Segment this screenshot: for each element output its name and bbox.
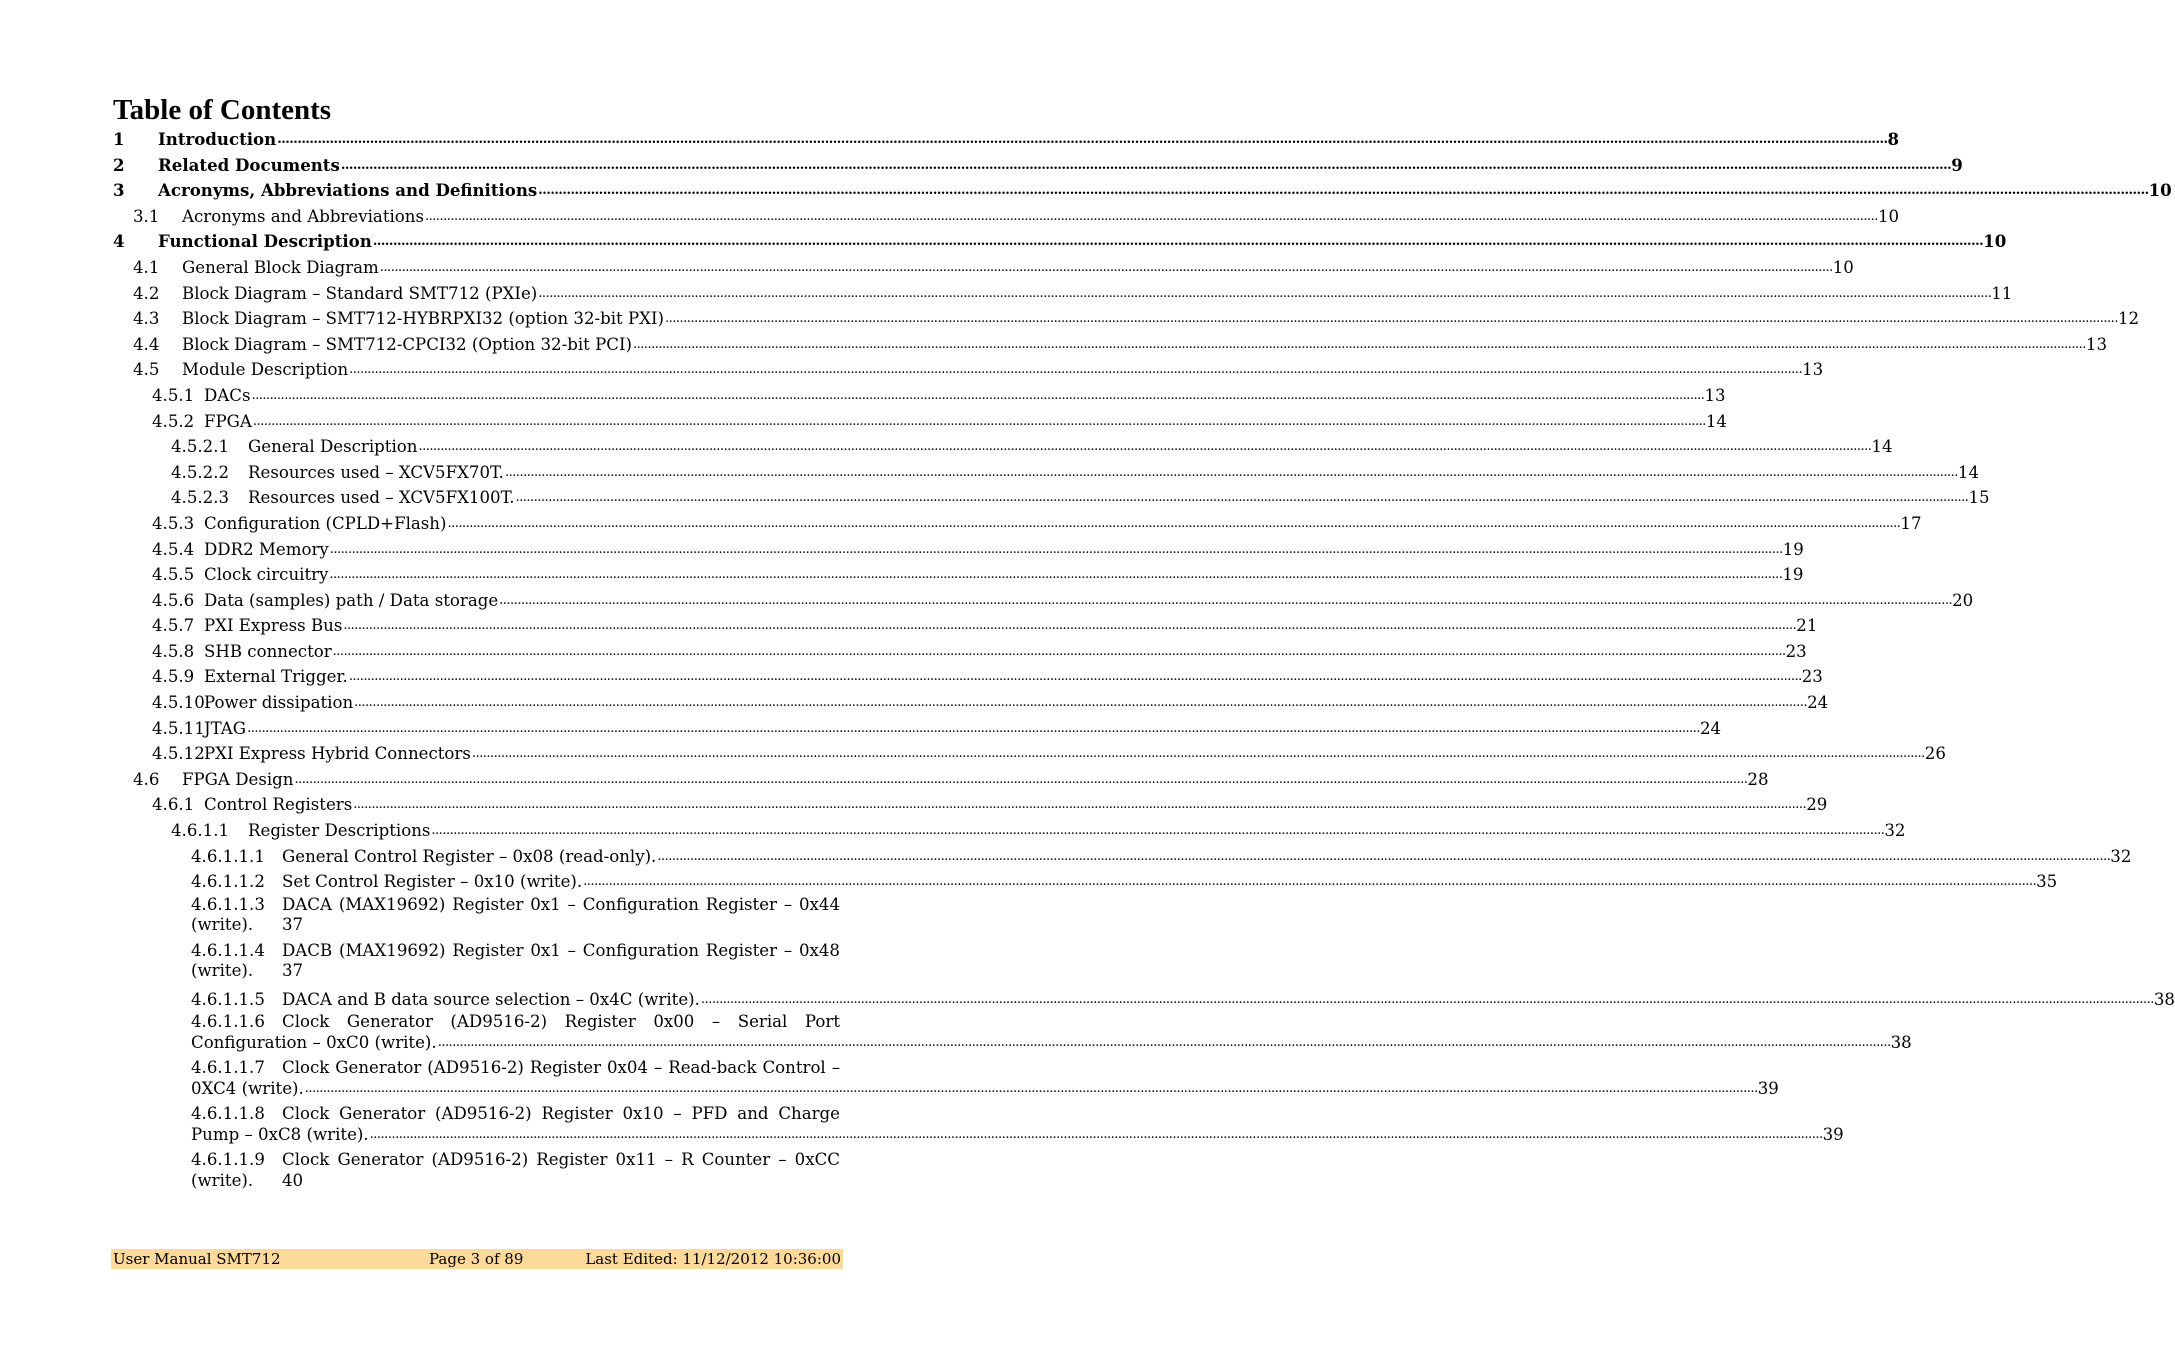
toc-entry-page: 29	[1806, 795, 1828, 815]
toc-entry-label: FPGA Design	[182, 769, 294, 789]
toc-entry[interactable]	[113, 690, 1829, 716]
toc-entry-number: 4.5.6	[152, 590, 195, 610]
toc-entry[interactable]	[113, 741, 1946, 767]
toc-entry[interactable]	[113, 255, 1854, 281]
toc-entry[interactable]	[113, 844, 2132, 870]
toc-entry-label: External Trigger.	[204, 667, 348, 687]
toc-entry-number: 4.6	[133, 769, 160, 789]
toc-entry-page: 10	[1983, 231, 2007, 252]
toc-entry-page: 32	[1884, 821, 1906, 841]
toc-entry-number: 4.6.1.1.1	[191, 846, 265, 866]
toc-entry-number: 4.6.1.1.4	[191, 940, 265, 960]
toc-entry[interactable]	[113, 1150, 840, 1196]
toc-entry-number: 4.1	[133, 257, 160, 277]
toc-entry[interactable]	[113, 588, 1974, 614]
toc-entry[interactable]	[113, 895, 840, 941]
toc-entry[interactable]	[113, 639, 1807, 665]
toc-entry-label: DACB (MAX19692) Register 0x1 – Configuration Register – 0x48	[282, 940, 840, 960]
toc-entry-page: 24	[1700, 718, 1722, 738]
toc-entry-page: 9	[1951, 154, 1963, 175]
toc-leader-dots: ................................................................................................................................................................................................................................................................................................................................................................................................................	[538, 183, 2149, 199]
toc-entry-number: 4.5.8	[152, 641, 195, 661]
toc-entry-label: Clock Generator (AD9516-2) Register 0x10 – PFD and Charge	[282, 1104, 840, 1124]
toc-entry-page: 28	[1747, 769, 1769, 789]
toc-entry-number: 4.5.10	[152, 693, 205, 713]
toc-entry-number: 4.5	[133, 360, 160, 380]
toc-entry-label-continued: 0XC4 (write).	[191, 1078, 304, 1098]
toc-entry-label: Resources used – XCV5FX100T.	[248, 488, 515, 508]
toc-entry-label: FPGA	[204, 411, 252, 431]
toc-entry-page: 15	[1968, 488, 1990, 508]
toc-entry-label: Related Documents	[158, 154, 340, 175]
toc-entry-page: 12	[2117, 309, 2140, 329]
toc-entry[interactable]	[113, 485, 1990, 511]
toc-entry-page: 21	[1796, 616, 1818, 636]
footer-document-name: User Manual SMT712	[113, 1250, 281, 1268]
toc-leader-dots: ................................................................................................................................................................................................................................................................................................................................................................................................................	[353, 797, 1807, 813]
toc-leader-dots: ................................................................................................................................................................................................................................................................................................................................................................................................................	[665, 311, 2118, 327]
toc-entry-label: JTAG	[204, 718, 247, 738]
toc-entry-label: Clock Generator (AD9516-2) Register 0x04 – Read-back Control –	[282, 1058, 840, 1078]
toc-entry-label: Functional Description	[158, 231, 372, 252]
toc-entry[interactable]	[113, 664, 1823, 690]
toc-leader-dots: ................................................................................................................................................................................................................................................................................................................................................................................................................	[294, 771, 1748, 787]
toc-entry-number: 4.5.2	[152, 411, 195, 431]
toc-leader-dots: ................................................................................................................................................................................................................................................................................................................................................................................................................	[372, 234, 1984, 250]
toc-entry-label-continued: Configuration – 0xC0 (write).	[191, 1032, 437, 1052]
toc-entry-label: DACA and B data source selection – 0x4C (write).	[282, 989, 700, 1009]
toc-entry-label-continued: (write).	[191, 961, 254, 981]
toc-entry[interactable]	[113, 306, 2140, 332]
toc-entry-number: 4.6.1.1.6	[191, 1012, 265, 1032]
toc-entry-page: 40	[282, 1170, 304, 1190]
toc-entry-label-continued: (write).	[191, 1170, 254, 1190]
toc-entry-number: 4.6.1.1.8	[191, 1104, 265, 1124]
toc-entry[interactable]	[113, 383, 1726, 409]
toc-leader-dots: ................................................................................................................................................................................................................................................................................................................................................................................................................	[251, 387, 1705, 403]
toc-entry[interactable]	[113, 818, 1906, 844]
toc-entry-page: 17	[1900, 513, 1922, 533]
toc-entry-number: 4.6.1.1	[171, 821, 230, 841]
toc-entry-page: 13	[1802, 360, 1824, 380]
toc-entry-number: 4.6.1.1.7	[191, 1058, 265, 1078]
toc-entry-page: 37	[282, 961, 304, 981]
toc-entry-page: 37	[282, 915, 304, 935]
toc-entry[interactable]	[113, 613, 1818, 639]
toc-entry[interactable]	[113, 229, 2007, 255]
toc-entry-number: 4.3	[133, 309, 160, 329]
toc-entry-page: 20	[1952, 590, 1974, 610]
toc-entry-label: Resources used – XCV5FX70T.	[248, 462, 504, 482]
toc-leader-dots: ................................................................................................................................................................................................................................................................................................................................................................................................................	[431, 823, 1885, 839]
toc-entry[interactable]	[113, 1012, 1912, 1058]
toc-entry-label: SHB connector	[204, 641, 332, 661]
page-footer	[111, 1249, 843, 1269]
toc-entry-number: 4.5.2.3	[171, 488, 230, 508]
toc-entry-page: 38	[2153, 989, 2175, 1009]
toc-entry-label-continued: Pump – 0xC8 (write).	[191, 1124, 369, 1144]
toc-entry-number: 4.5.11	[152, 718, 205, 738]
toc-entry[interactable]	[113, 1104, 1844, 1150]
toc-leader-dots: ................................................................................................................................................................................................................................................................................................................................................................................................................	[277, 132, 1888, 147]
footer-last-edited: Last Edited: 11/12/2012 10:36:00	[585, 1250, 841, 1268]
toc-leader-dots: ................................................................................................................................................................................................................................................................................................................................................................................................................	[349, 362, 1803, 378]
toc-entry-number: 4.6.1.1.9	[191, 1150, 265, 1170]
toc-entry-page: 23	[1785, 641, 1807, 661]
toc-leader-dots: ................................................................................................................................................................................................................................................................................................................................................................................................................	[471, 746, 1925, 762]
toc-entry-number: 4.5.4	[152, 539, 195, 559]
toc-entry-label: Power dissipation	[204, 693, 354, 713]
toc-leader-dots: ................................................................................................................................................................................................................................................................................................................................................................................................................	[329, 567, 1783, 583]
toc-entry[interactable]	[113, 460, 1980, 486]
toc-leader-dots: ................................................................................................................................................................................................................................................................................................................................................................................................................	[247, 720, 1700, 736]
toc-entry-label: Block Diagram – Standard SMT712 (PXIe)	[182, 283, 538, 303]
toc-entry[interactable]	[113, 281, 2013, 307]
table-of-contents	[113, 127, 2175, 1196]
toc-entry-label: Clock Generator (AD9516-2) Register 0x11 – R Counter – 0xCC	[282, 1150, 840, 1170]
toc-leader-dots: ................................................................................................................................................................................................................................................................................................................................................................................................................	[447, 515, 1901, 531]
toc-entry-number: 4.6.1.1.2	[191, 872, 265, 892]
toc-entry-number: 4.2	[133, 283, 160, 303]
toc-entry-label: General Description	[248, 437, 418, 457]
toc-leader-dots: ................................................................................................................................................................................................................................................................................................................................................................................................................	[657, 848, 2111, 864]
toc-entry-label: Clock circuitry	[204, 565, 329, 585]
toc-entry-page: 10	[2148, 180, 2172, 201]
toc-entry-label-continued: (write).	[191, 915, 254, 935]
toc-entry-number: 4.5.7	[152, 616, 195, 636]
toc-leader-dots: ................................................................................................................................................................................................................................................................................................................................................................................................................	[379, 259, 1833, 275]
toc-leader-dots: ................................................................................................................................................................................................................................................................................................................................................................................................................	[632, 336, 2086, 352]
toc-entry-number: 1	[113, 129, 125, 149]
toc-entry-label: Set Control Register – 0x10 (write).	[282, 872, 583, 892]
toc-entry-label: DDR2 Memory	[204, 539, 329, 559]
toc-entry-page: 19	[1782, 539, 1804, 559]
toc-entry[interactable]	[113, 511, 1922, 537]
toc-entry[interactable]	[113, 332, 2108, 358]
toc-entry[interactable]	[113, 127, 1900, 153]
toc-entry-page: 10	[1877, 206, 1900, 226]
toc-leader-dots: ................................................................................................................................................................................................................................................................................................................................................................................................................	[700, 991, 2154, 1007]
toc-entry-label: PXI Express Hybrid Connectors	[204, 744, 471, 764]
toc-entry[interactable]	[113, 767, 1769, 793]
toc-entry[interactable]	[113, 409, 1727, 435]
toc-entry[interactable]	[113, 1058, 1779, 1104]
toc-entry[interactable]	[113, 562, 1804, 588]
toc-entry[interactable]	[113, 537, 1804, 563]
toc-entry-label: DACs	[204, 385, 251, 405]
toc-entry-label: Clock Generator (AD9516-2) Register 0x00 – Serial Port	[282, 1012, 840, 1032]
toc-entry-number: 4.5.5	[152, 565, 195, 585]
toc-entry-number: 4.4	[133, 334, 160, 354]
toc-leader-dots: ................................................................................................................................................................................................................................................................................................................................................................................................................	[538, 285, 1992, 301]
toc-entry-number: 3	[113, 180, 125, 201]
toc-title: Table of Contents	[113, 94, 332, 126]
toc-entry-number: 2	[113, 154, 125, 175]
toc-leader-dots: ................................................................................................................................................................................................................................................................................................................................................................................................................	[425, 208, 1878, 224]
toc-leader-dots: ................................................................................................................................................................................................................................................................................................................................................................................................................	[504, 464, 1958, 480]
toc-entry-label: Acronyms, Abbreviations and Definitions	[158, 180, 538, 201]
toc-leader-dots: ................................................................................................................................................................................................................................................................................................................................................................................................................	[304, 1080, 1758, 1096]
toc-entry-number: 3.1	[133, 206, 160, 226]
toc-leader-dots: ................................................................................................................................................................................................................................................................................................................................................................................................................	[515, 490, 1969, 506]
toc-entry[interactable]	[113, 941, 840, 987]
toc-entry-number: 4.5.12	[152, 744, 205, 764]
toc-leader-dots: ................................................................................................................................................................................................................................................................................................................................................................................................................	[499, 592, 1953, 608]
toc-entry[interactable]	[113, 792, 1828, 818]
footer-page-number: Page 3 of 89	[429, 1250, 524, 1268]
toc-entry[interactable]	[113, 357, 1824, 383]
toc-entry-number: 4.5.2.1	[171, 437, 230, 457]
toc-entry-page: 26	[1924, 744, 1946, 764]
toc-entry-page: 24	[1807, 693, 1829, 713]
toc-entry-number: 4.5.9	[152, 667, 195, 687]
toc-entry[interactable]	[113, 153, 1963, 179]
toc-leader-dots: ................................................................................................................................................................................................................................................................................................................................................................................................................	[437, 1034, 1891, 1050]
toc-leader-dots: ................................................................................................................................................................................................................................................................................................................................................................................................................	[340, 157, 1952, 173]
toc-entry-page: 8	[1887, 129, 1900, 149]
toc-leader-dots: ................................................................................................................................................................................................................................................................................................................................................................................................................	[252, 413, 1706, 429]
toc-entry-page: 13	[1704, 385, 1726, 405]
toc-entry[interactable]	[113, 869, 2058, 895]
toc-entry-page: 32	[2110, 846, 2132, 866]
toc-entry[interactable]	[113, 434, 1893, 460]
toc-entry-label: DACA (MAX19692) Register 0x1 – Configuration Register – 0x44	[282, 894, 840, 914]
toc-entry-label: Block Diagram – SMT712-HYBRPXI32 (option 32-bit PXI)	[182, 309, 665, 329]
toc-entry-number: 4.6.1	[152, 795, 195, 815]
toc-leader-dots: ................................................................................................................................................................................................................................................................................................................................................................................................................	[369, 1126, 1823, 1142]
toc-leader-dots: ................................................................................................................................................................................................................................................................................................................................................................................................................	[332, 643, 1786, 659]
toc-entry-label: Module Description	[182, 360, 349, 380]
toc-entry-label: Data (samples) path / Data storage	[204, 590, 499, 610]
toc-entry-page: 14	[1705, 411, 1727, 431]
toc-entry-label: PXI Express Bus	[204, 616, 343, 636]
toc-entry[interactable]	[113, 716, 1722, 742]
toc-leader-dots: ................................................................................................................................................................................................................................................................................................................................................................................................................	[329, 541, 1783, 557]
toc-entry-label: Introduction	[158, 129, 277, 149]
toc-entry-page: 14	[1871, 437, 1893, 457]
toc-leader-dots: ................................................................................................................................................................................................................................................................................................................................................................................................................	[418, 439, 1872, 455]
toc-entry-page: 35	[2036, 872, 2058, 892]
toc-entry-number: 4.5.1	[152, 385, 195, 405]
toc-entry-label: Acronyms and Abbreviations	[182, 206, 424, 226]
toc-entry-page: 13	[2085, 334, 2108, 354]
toc-entry-number: 4.5.3	[152, 513, 195, 533]
toc-entry-page: 11	[1991, 283, 2013, 303]
toc-entry-label: Register Descriptions	[248, 821, 431, 841]
toc-entry[interactable]	[113, 204, 1900, 230]
toc-entry-label: Control Registers	[204, 795, 353, 815]
toc-leader-dots: ................................................................................................................................................................................................................................................................................................................................................................................................................	[354, 695, 1808, 711]
toc-leader-dots: ................................................................................................................................................................................................................................................................................................................................................................................................................	[343, 618, 1797, 634]
toc-entry-page: 39	[1822, 1124, 1844, 1144]
toc-entry[interactable]	[113, 987, 2175, 1013]
toc-entry-label: General Block Diagram	[182, 257, 379, 277]
toc-entry-label: Configuration (CPLD+Flash)	[204, 513, 447, 533]
toc-entry-label: General Control Register – 0x08 (read-only).	[282, 846, 657, 866]
toc-leader-dots: ................................................................................................................................................................................................................................................................................................................................................................................................................	[583, 874, 2037, 890]
toc-entry-number: 4.6.1.1.3	[191, 894, 265, 914]
toc-entry-page: 39	[1757, 1078, 1779, 1098]
toc-entry-page: 38	[1890, 1032, 1912, 1052]
toc-entry-label: Block Diagram – SMT712-CPCI32 (Option 32-bit PCI)	[182, 334, 632, 354]
toc-entry-number: 4	[113, 231, 125, 252]
toc-entry-page: 14	[1957, 462, 1980, 482]
toc-entry-page: 23	[1801, 667, 1823, 687]
toc-entry-page: 19	[1782, 565, 1804, 585]
toc-leader-dots: ................................................................................................................................................................................................................................................................................................................................................................................................................	[348, 669, 1802, 685]
toc-entry-page: 10	[1832, 257, 1854, 277]
toc-entry-number: 4.6.1.1.5	[191, 989, 265, 1009]
toc-entry[interactable]	[113, 178, 2172, 204]
toc-entry-number: 4.5.2.2	[171, 462, 230, 482]
